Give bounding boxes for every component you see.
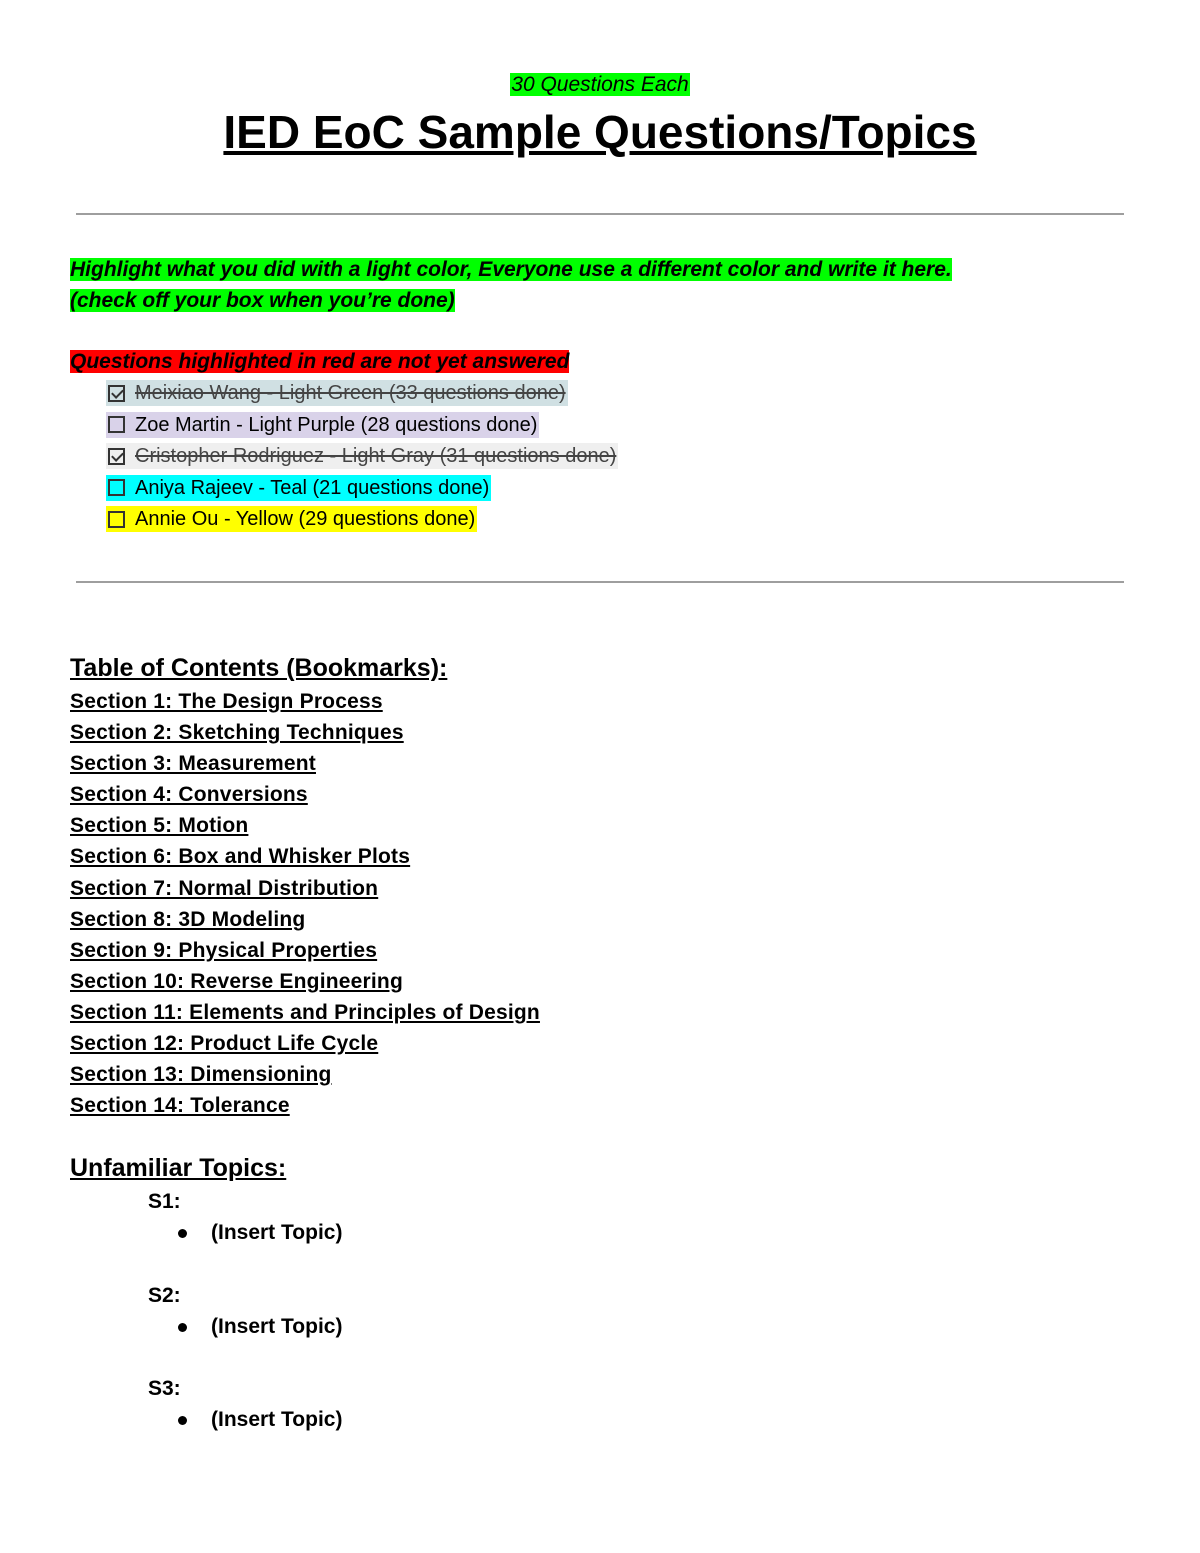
toc-link-section-12[interactable]: Section 12: Product Life Cycle (70, 1032, 379, 1056)
toc-item (70, 688, 540, 719)
topic-placeholder: (Insert Topic) (211, 1408, 343, 1431)
toc-item (70, 719, 540, 750)
toc-link-section-5[interactable]: Section 5: Motion (70, 814, 249, 838)
section-label-s1: S1: (148, 1190, 181, 1213)
roster-text: Annie Ou - Yellow (29 questions done) (135, 508, 476, 530)
toc-link-section-2[interactable]: Section 2: Sketching Techniques (70, 721, 404, 745)
section-label-s3: S3: (148, 1377, 181, 1400)
toc-item (70, 1092, 540, 1123)
roster-highlight (106, 506, 477, 532)
roster-item (106, 475, 618, 507)
toc-link-section-3[interactable]: Section 3: Measurement (70, 752, 316, 776)
red-note (70, 348, 569, 376)
subtitle-text: 30 Questions Each (511, 73, 689, 96)
bullet-dot-icon (178, 1229, 187, 1238)
subtitle (0, 72, 1200, 98)
horizontal-rule-bottom (76, 581, 1124, 583)
toc-link-section-8[interactable]: Section 8: 3D Modeling (70, 907, 306, 931)
roster-text: Cristopher Rodriguez - Light Gray (31 questions done) (135, 445, 617, 467)
toc-link-section-10[interactable]: Section 10: Reverse Engineering (70, 969, 403, 993)
roster-checklist (106, 380, 618, 538)
roster-item (106, 506, 618, 538)
toc-item (70, 875, 540, 906)
checkbox[interactable] (108, 511, 125, 528)
toc-item (70, 781, 540, 812)
roster-highlight (106, 475, 491, 501)
checkbox[interactable] (108, 448, 125, 465)
toc-item (70, 750, 540, 781)
horizontal-rule-top (76, 213, 1124, 215)
toc-item (70, 1061, 540, 1092)
toc-item (70, 906, 540, 937)
bullet-item (178, 1219, 342, 1247)
toc-link-section-7[interactable]: Section 7: Normal Distribution (70, 876, 379, 900)
toc-link-section-1[interactable]: Section 1: The Design Process (70, 690, 383, 713)
toc-heading: Table of Contents (Bookmarks): (70, 654, 448, 682)
toc-item (70, 812, 540, 843)
unfamiliar-topics-heading: Unfamiliar Topics: (70, 1154, 287, 1182)
bullet-dot-icon (178, 1416, 187, 1425)
roster-text: Meixiao Wang - Light Green (33 questions done) (135, 382, 566, 404)
toc-link-section-13[interactable]: Section 13: Dimensioning (70, 1063, 332, 1087)
roster-highlight (106, 380, 568, 406)
toc-item (70, 968, 540, 999)
roster-item (106, 412, 618, 444)
toc-item (70, 843, 540, 874)
topic-placeholder: (Insert Topic) (211, 1221, 343, 1244)
section-label-s2: S2: (148, 1284, 181, 1307)
toc-link-section-11[interactable]: Section 11: Elements and Principles of Design (70, 1000, 540, 1024)
bullet-item (178, 1313, 342, 1341)
toc-link-section-14[interactable]: Section 14: Tolerance (70, 1094, 290, 1118)
checkbox[interactable] (108, 385, 125, 402)
roster-item (106, 380, 618, 412)
roster-text: Aniya Rajeev - Teal (21 questions done) (135, 476, 490, 499)
roster-highlight (106, 443, 618, 469)
red-note-text: Questions highlighted in red are not yet answered (70, 350, 570, 373)
instruction-line-2-text: (check off your box when you’re done) (70, 289, 455, 312)
toc-link-section-6[interactable]: Section 6: Box and Whisker Plots (70, 845, 411, 869)
instruction-line-2 (70, 285, 455, 316)
topic-placeholder: (Insert Topic) (211, 1315, 343, 1338)
page-title: IED EoC Sample Questions/Topics (223, 106, 977, 158)
bullet-dot-icon (178, 1323, 187, 1332)
toc-item (70, 999, 540, 1030)
roster-text: Zoe Martin - Light Purple (28 questions done) (135, 413, 538, 436)
instruction-line-1 (70, 254, 952, 285)
toc-item (70, 937, 540, 968)
bullet-item (178, 1406, 342, 1434)
checkbox[interactable] (108, 416, 125, 433)
toc-link-section-4[interactable]: Section 4: Conversions (70, 783, 308, 807)
roster-highlight (106, 412, 539, 438)
toc-item (70, 1030, 540, 1061)
instruction-line-1-text: Highlight what you did with a light color, Everyone use a different color and write it here. (70, 258, 952, 281)
roster-item (106, 443, 618, 475)
checkbox[interactable] (108, 479, 125, 496)
table-of-contents (70, 688, 540, 1123)
toc-link-section-9[interactable]: Section 9: Physical Properties (70, 938, 378, 962)
